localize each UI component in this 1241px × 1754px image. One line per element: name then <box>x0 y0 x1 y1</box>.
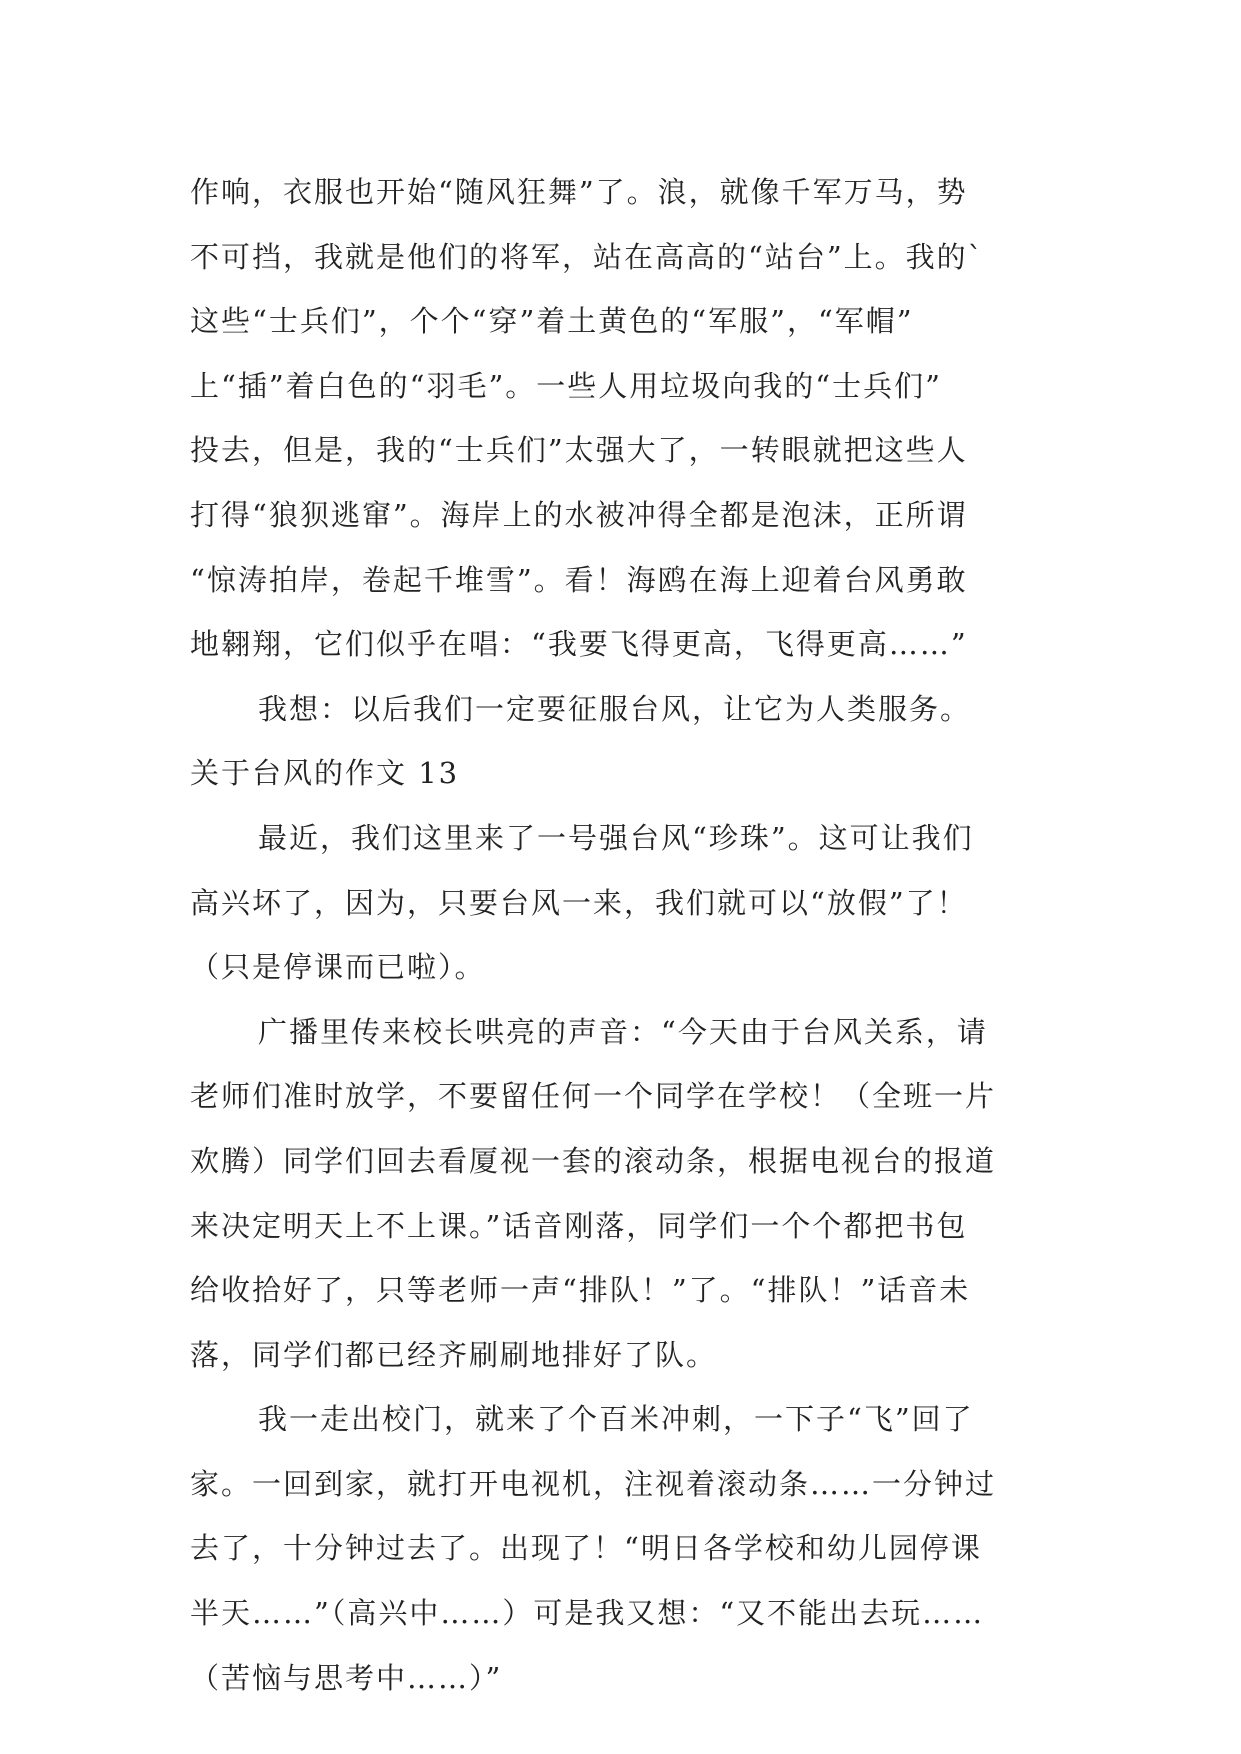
text-line: 给收拾好了，只等老师一声“排队！”了。“排队！”话音未 <box>190 1273 971 1308</box>
text-line: 我一走出校门，就来了个百米冲刺，一下子“飞”回了 <box>258 1402 974 1437</box>
text-line: 我想：以后我们一定要征服台风，让它为人类服务。 <box>258 691 972 726</box>
text-line: 去了，十分钟过去了。出现了！“明日各学校和幼儿园停课 <box>190 1531 982 1566</box>
text-line: 最近，我们这里来了一号强台风“珍珠”。这可让我们 <box>258 820 974 855</box>
text-line: 老师们准时放学，不要留任何一个同学在学校！（全班一片 <box>190 1079 997 1114</box>
text-line: 高兴坏了，因为，只要台风一来，我们就可以“放假”了！ <box>190 885 968 920</box>
text-line: 广播里传来校长哄亮的声音：“今天由于台风关系，请 <box>258 1014 988 1049</box>
text-line: 来决定明天上不上课。”话音刚落，同学们一个个都把书包 <box>190 1208 968 1243</box>
text-line: 上“插”着白色的“羽毛”。一些人用垃圾向我的“士兵们” <box>190 368 942 403</box>
text-line: 家。一回到家，就打开电视机，注视着滚动条……一分钟过 <box>190 1466 997 1501</box>
text-line: 欢腾）同学们回去看厦视一套的滚动条，根据电视台的报道 <box>190 1143 997 1178</box>
text-line: 打得“狼狈逃窜”。海岸上的水被冲得全都是泡沫，正所谓 <box>190 497 968 532</box>
section-heading: 关于台风的作文 13 <box>190 756 460 791</box>
text-line: 落，同学们都已经齐刷刷地排好了队。 <box>190 1337 718 1372</box>
text-line: 投去，但是，我的“士兵们”太强大了，一转眼就把这些人 <box>190 433 968 468</box>
text-line: （只是停课而已啦）。 <box>190 950 486 985</box>
document-body <box>190 160 1060 1710</box>
text-line: 地翱翔，它们似乎在唱：“我要飞得更高，飞得更高……” <box>190 627 968 662</box>
text-line: 这些“士兵们”，个个“穿”着土黄色的“军服”，“军帽” <box>190 304 914 339</box>
text-line: 不可挡，我就是他们的将军，站在高高的“站台”上。我的` <box>190 239 985 274</box>
text-line: 半天……”（高兴中……）可是我又想：“又不能出去玩…… <box>190 1596 985 1631</box>
text-line: （苦恼与思考中……）” <box>190 1660 503 1695</box>
text-line: “惊涛拍岸，卷起千堆雪”。看！海鸥在海上迎着台风勇敢 <box>190 562 968 597</box>
text-line: 作响，衣服也开始“随风狂舞”了。浪，就像千军万马，势 <box>190 175 968 209</box>
